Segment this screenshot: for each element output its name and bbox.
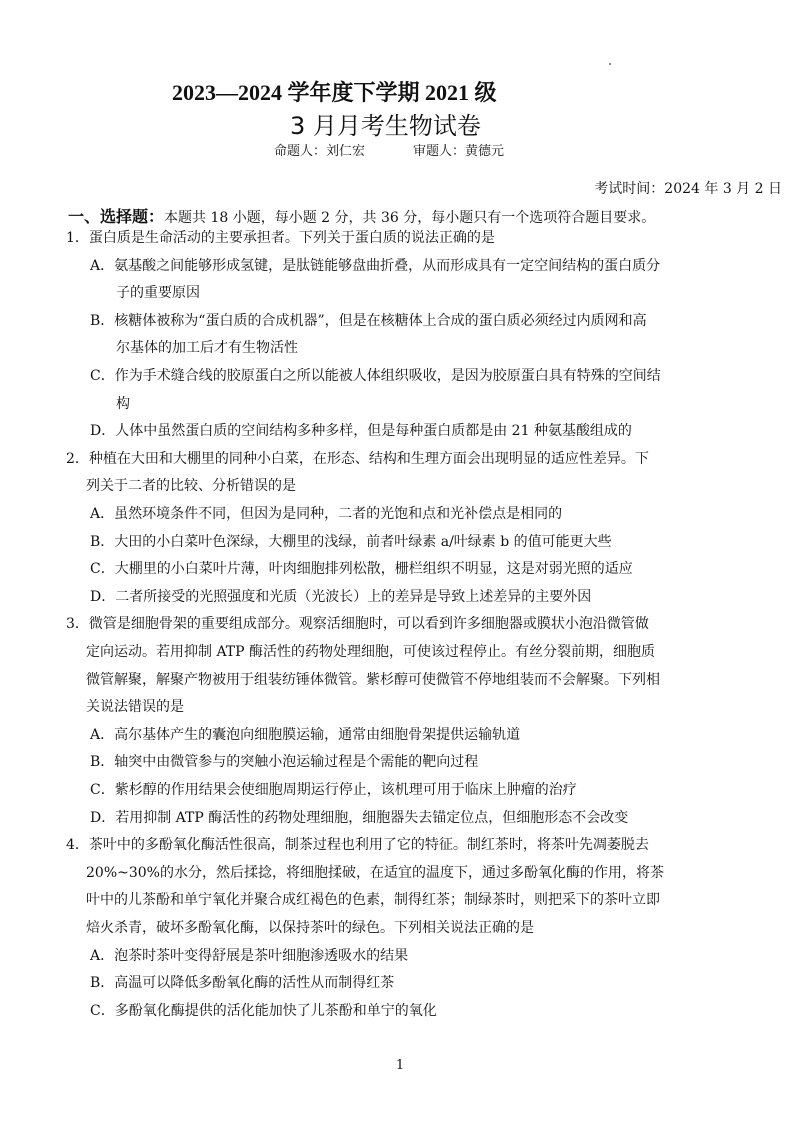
question-stem-line: 定向运动。若用抑制 ATP 酶活性的药物处理细胞，可使该过程停止。有丝分裂前期，细胞质: [86, 644, 656, 660]
question-setter: 命题人：刘仁宏: [274, 144, 366, 159]
answer-option-line: A．高尔基体产生的囊泡向细胞膜运输，通常由细胞骨架提供运输轨道: [90, 726, 521, 743]
answer-option-line: C．大棚里的小白菜叶片薄，叶肉细胞排列松散，栅栏组织不明显，这是对弱光照的适应: [90, 561, 633, 578]
question-stem-line: 3．微管是细胞骨架的重要组成部分。观察活细胞时，可以看到许多细胞器或膜状小泡沿微管做: [66, 616, 649, 633]
question-stem-line: 微管解聚，解聚产物被用于组装纺锤体微管。紫杉醇可使微管不停地组装而不会解聚。下列相: [86, 671, 660, 688]
section-heading: [68, 204, 788, 227]
exam-time: 考试时间：2024 年 3 月 2 日: [594, 181, 782, 197]
exam-title-line2: 3 月月考生物试卷: [290, 112, 481, 140]
answer-option-line: 构: [116, 395, 130, 412]
answer-option-line: A．虽然环境条件不同，但因为是同种，二者的光饱和点和光补偿点是相同的: [90, 506, 563, 522]
question-stem-line: 列关于二者的比较、分析错误的是: [86, 478, 296, 495]
answer-option-line: D．若用抑制 ATP 酶活性的药物处理细胞，细胞器失去锚定位点，但细胞形态不会改变: [90, 809, 629, 826]
question-stem-line: 20%~30%的水分，然后揉捻，将细胞揉破，在适宜的温度下，通过多酚氧化酶的作用，将茶: [86, 864, 664, 881]
answer-option-line: B．核糖体被称为“蛋白质的合成机器”，但是在核糖体上合成的蛋白质必须经过内质网和高: [90, 312, 647, 329]
question-reviewer: 审题人：黄德元: [413, 144, 505, 159]
answer-option-line: 尔基体的加工后才有生物活性: [116, 340, 298, 357]
scan-speck: [609, 63, 611, 65]
answer-option-line: D．人体中虽然蛋白质的空间结构多种多样，但是每种蛋白质都是由 21 种氨基酸组成的: [90, 423, 632, 440]
section-title: 一、选择题：: [68, 207, 165, 226]
section-instructions: 本题共 18 小题，每小题 2 分，共 36 分，每小题只有一个选项符合题目要求。: [164, 210, 656, 226]
question-stem-line: 4．茶叶中的多酚氧化酶活性很高，制茶过程也利用了它的特征。制红茶时，将茶叶先凋萎脱去: [66, 837, 649, 854]
question-stem-line: 关说法错误的是: [86, 699, 184, 716]
answer-option-line: A．泡茶时茶叶变得舒展是茶叶细胞渗透吸水的结果: [90, 947, 409, 964]
answer-option-line: C．多酚氧化酶提供的活化能加快了儿茶酚和单宁的氧化: [90, 1002, 437, 1019]
page-number: 1: [395, 1058, 405, 1073]
answer-option-line: B．高温可以降低多酚氧化酶的活性从而制得红茶: [90, 975, 395, 992]
authors-line: [274, 140, 504, 159]
answer-option-line: C．紫杉醇的作用结果会使细胞周期运行停止，该机理可用于临床上肿瘤的治疗: [90, 782, 577, 798]
answer-option-line: B．大田的小白菜叶色深绿，大棚里的浅绿，前者叶绿素 a/叶绿素 b 的值可能更大些: [90, 533, 612, 550]
answer-option-line: B．轴突中由微管参与的突触小泡运输过程是个需能的靶向过程: [90, 754, 479, 771]
question-stem-line: 1．蛋白质是生命活动的主要承担者。下列关于蛋白质的说法正确的是: [66, 230, 495, 246]
exam-title-line1: 2023—2024 学年度下学期 2021 级: [172, 80, 497, 105]
question-stem-line: 2．种植在大田和大棚里的同种小白菜，在形态、结构和生理方面会出现明显的适应性差异。下: [66, 450, 649, 467]
question-stem-line: 叶中的儿茶酚和单宁氧化并聚合成红褐色的色素，制得红茶；制绿茶时，则把采下的茶叶立即: [86, 892, 660, 909]
question-stem-line: 焙火杀青，破坏多酚氧化酶，以保持茶叶的绿色。下列相关说法正确的是: [86, 920, 534, 936]
answer-option-line: C．作为手术缝合线的胶原蛋白之所以能被人体组织吸收，是因为胶原蛋白具有特殊的空间结: [90, 368, 661, 384]
answer-option-line: 子的重要原因: [116, 285, 200, 302]
answer-option-line: A．氨基酸之间能够形成氢键，是肽链能够盘曲折叠，从而形成具有一定空间结构的蛋白质分: [90, 257, 661, 274]
answer-option-line: D．二者所接受的光照强度和光质（光波长）上的差异是导致上述差异的主要外因: [90, 588, 592, 605]
